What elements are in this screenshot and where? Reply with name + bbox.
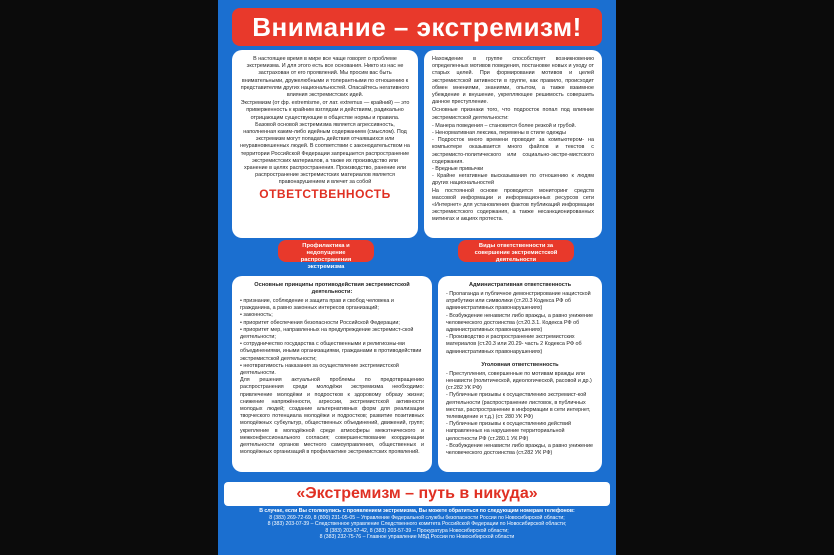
contacts-footer xyxy=(230,508,604,541)
title-banner xyxy=(232,8,602,46)
list-item: - Публичные призывы к осуществлению экстремист-кой деятельности (распространение листовок, в публичных местах, распространение в информации в сети интернет, телевидение и т.д.) (ст. 280 УК РФ) xyxy=(446,392,591,421)
signs-heading: Основные признаки того, что подросток попал под влияние экстремистской деятельности: xyxy=(432,107,594,121)
responsibility-heading: ОТВЕТСТВЕННОСТЬ xyxy=(259,186,391,201)
prevention-badge: Профилактика и недопущение распространения экстремизма xyxy=(278,240,374,262)
list-item: • неотвратимость наказания за осуществление экстремистской деятельности. xyxy=(240,362,399,377)
contact-line: 8 (383) 203-57-42, 8 (383) 203-57-39 – Прокуратура Новосибирской области; xyxy=(325,527,509,534)
list-item: - Подросток много времени проводит за компьютером- на компьютере оказывается много файлов и текстов с экстремисто-политического или социально-экстре-мистского содержания. xyxy=(432,137,594,165)
contact-line: 8 (383) 269-72-69, 8 (800) 231-05-05 – Управление Федеральной службы безопасности России по Новосибирской области; xyxy=(269,514,565,521)
criminal-liability-list xyxy=(446,371,594,457)
monitoring-paragraph: На постоянной основе проводится мониторинг средств массовой информации и информационных ресурсов сети «Интернет» для установления фактов публикаций информации экстремистского содержания, а также несанкционированных митингах и акциях протеста. xyxy=(432,187,594,223)
criminal-liability-heading: Уголовная ответственность xyxy=(481,361,559,368)
slogan-text: «Экстремизм – путь в никуда» xyxy=(296,485,538,502)
principles-card xyxy=(232,276,432,472)
list-item: - Возбуждение ненависти либо вражды, а равно унижение человеческого достоинства (ст.20.3.1. Кодекса РФ об административных правонарушениях) xyxy=(446,312,594,334)
liability-types-badge: Виды ответственности за совершение экстремистской деятельности xyxy=(458,240,574,262)
poster-title: Внимание – экстремизм! xyxy=(252,11,582,42)
liability-card xyxy=(438,276,602,472)
admin-liability-heading: Административная ответственность xyxy=(468,282,572,288)
list-item: - Производство и распространение экстремистских материалов (ст.20.3 или 20.29- часть 2 Кодекса РФ об административных правонарушениях) xyxy=(446,334,582,355)
youth-paragraph: Для решения актуальной проблемы по предотвращению распространения среди молодёжи экстремизма необходимо: привлечение молодёжи и подростков к здоровому образу жизни; снижение напряжённости, агрессии, экстремистской активности молодых людей; создание альтернативных форм для реализации творческого потенциала молодёжи и подростков; развитие позитивных молодёжных субкультур, общественных объединений, движений, групп; укрепление в молодёжной среде атмосферы межэтнического и межконфессионального согласия; совершенствование координации деятельности органов местного самоуправления, общественных и молодёжных организаций в профилактике экстремистских проявлений. xyxy=(240,377,424,456)
list-item: • законность; xyxy=(240,312,273,319)
list-item: - Пропаганда и публичное демонстрирование нацистской атрибутики или символики (ст.20.3 Кодекса РФ об административных правонарушениях) xyxy=(446,291,591,312)
list-item: - Преступления, совершенные по мотивам вражды или ненависти (политической, идеологической, расовой и др.) (ст.282 УК РФ) xyxy=(446,370,592,392)
list-item: • приоритет мер, направленных на предупреждение экстремист-ской деятельности; xyxy=(240,326,414,341)
list-item: - Манера поведения – становится более резкой и грубой. xyxy=(432,122,577,129)
poster xyxy=(218,0,616,555)
intro-paragraph-1: В настоящее время в мире все чаще говорят о проблеме экстремизма. И для этого есть все основания. Никто из нас не застрахован от его проявлений. Мы просим вас быть внимательными, дружелюбными и толерантными по отношению к представителям других национальностей. Опасайтесь негативного влияния экстремистских идей. xyxy=(240,56,410,99)
principles-list xyxy=(240,298,424,377)
contact-line: 8 (383) 203-07-39 – Следственное управление Следственного комитета Российской Федерации по Новосибирской области; xyxy=(267,521,567,528)
list-item: - Публичные призывы к осуществлению действий направленных на нарушение территориальной целостности РФ (ст.280.1 УК РФ) xyxy=(446,421,571,442)
list-item: - Вредные привычки xyxy=(432,166,484,173)
principles-heading: Основные принципы противодействия экстремистской деятельности: xyxy=(254,282,410,295)
slogan-banner xyxy=(224,482,610,506)
contact-line: 8 (383) 232-75-76 – Главное управление МВД России по Новосибирской области xyxy=(319,534,515,541)
intro-card xyxy=(232,50,418,238)
list-item: • сотрудничество государства с общественными и религиозны-ми объединениями, иными организациями, гражданами в противодействии экстремистской деятельности; xyxy=(240,341,422,362)
intro-paragraph-2: Экстремизм (от фр. extremisme, от лат. extremus — крайний) — это приверженность к крайним взглядам и действиям, радикально отрицающим существующие в обществе нормы и правила. Базовой основой экстремизма является агрессивность, наполненная каким-либо идейным содержанием (смыслом). Под экстремизм могут попадать действия отчаявшихся или неуравновешенных людей. В соответствии с законодательством на территории Российской Федерации запрещается распространение экстремистских материалов, а также их производство или хранение в целях распространения. Производство, ранение или распространение экстремистских материалов является правонарушением и влечет за собой xyxy=(240,100,410,186)
admin-liability-list xyxy=(446,291,594,356)
list-item: • приоритет обеспечения безопасности Российской Федерации; xyxy=(240,319,400,326)
list-item: - Крайне негативные высказывания по отношению к людям других национальностей xyxy=(432,173,594,187)
contacts-intro: В случае, если Вы столкнулись с проявлением экстремизма, Вы можете обратиться по следующим номерам телефонов: xyxy=(259,508,575,514)
signs-list xyxy=(432,123,594,188)
list-item: • признание, соблюдение и защита прав и свобод человека и гражданина, а равно законных интересов организаций; xyxy=(240,298,394,312)
list-item: - Ненормативная лексика, перемены в стиле одежды xyxy=(432,130,566,137)
group-paragraph: Нахождение в группе способствует возникновению определенных мотивов поведения, постановке новых и уходу от старых целей. При формировании мотивов и целей экстремистской активности в группе, как правило, происходит обмен мнениями, знаниями, опытом, а также взаимное убеждение и внушение, укрепляющее решимость совершить данное преступление. xyxy=(432,56,594,106)
group-influence-card xyxy=(424,50,602,238)
list-item: - Возбуждение ненависти либо вражды, а равно унижение человеческого достоинства (ст.282 УК РФ) xyxy=(446,442,594,457)
